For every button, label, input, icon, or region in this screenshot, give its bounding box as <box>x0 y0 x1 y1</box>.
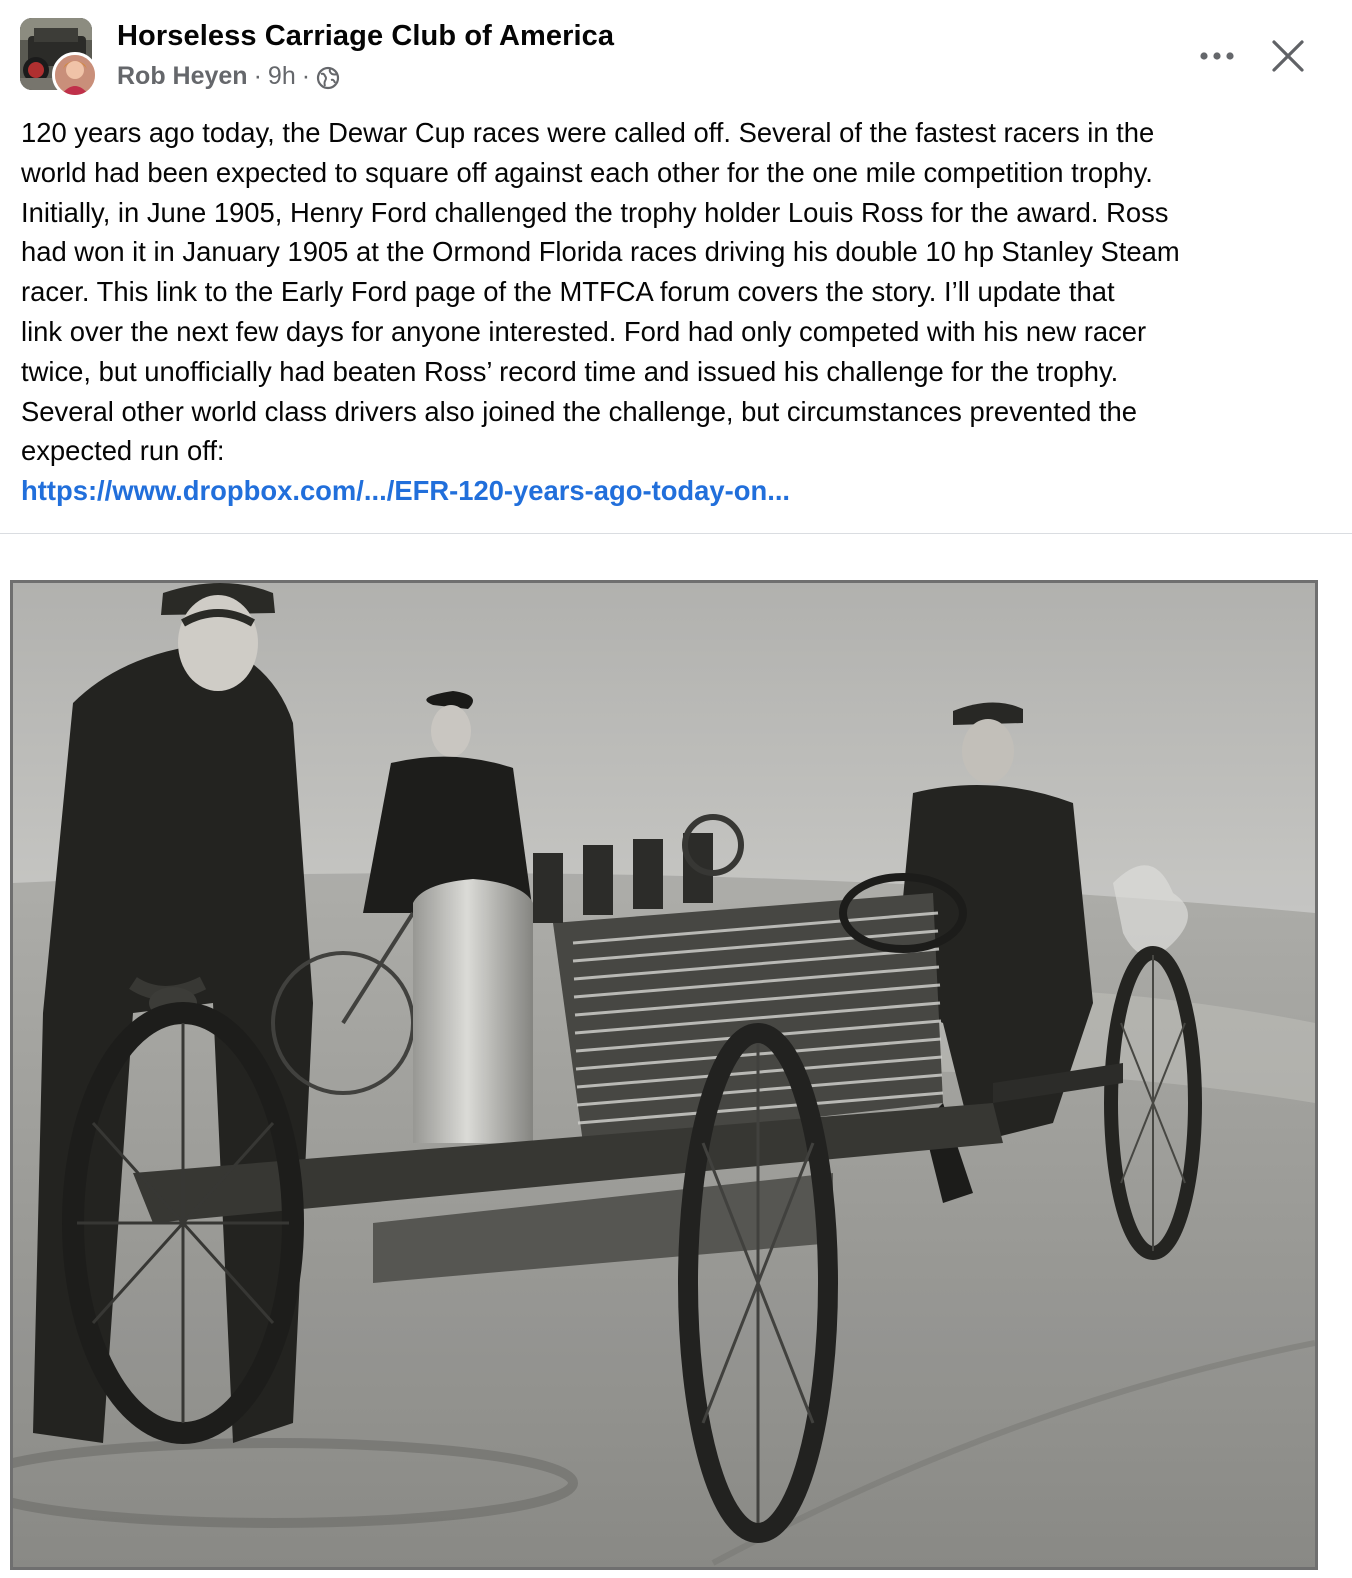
avatar[interactable] <box>52 52 98 98</box>
post-link[interactable]: https://www.dropbox.com/.../EFR-120-years-ago-today-on... <box>21 475 791 506</box>
meta-separator: · <box>301 62 311 90</box>
globe-icon[interactable] <box>316 66 340 90</box>
vintage-race-car-photo <box>13 583 1315 1567</box>
more-options-button[interactable] <box>1193 36 1241 76</box>
post-photo[interactable] <box>10 580 1318 1570</box>
user-avatar-image <box>55 55 95 95</box>
post-body-text <box>21 113 1336 471</box>
post-text-line: racer. This link to the Early Ford page of the MTFCA forum covers the story. I’ll update that <box>21 276 1115 308</box>
post-text-line: expected run off: <box>21 435 225 467</box>
close-icon <box>1271 39 1305 73</box>
post-text-line: twice, but unofficially had beaten Ross’ record time and issued his challenge for the trophy. <box>21 355 1119 387</box>
post-text-line: Initially, in June 1905, Henry Ford challenged the trophy holder Louis Ross for the award. Ross <box>21 196 1169 228</box>
avatar-group[interactable] <box>20 18 100 98</box>
close-button[interactable] <box>1262 30 1314 82</box>
meta-separator: · <box>253 62 262 90</box>
post-header <box>0 0 1352 108</box>
post-text-line: 120 years ago today, the Dewar Cup races were called off. Several of the fastest racers in the <box>21 117 1155 148</box>
post-text-line: world had been expected to square off against each other for the one mile competition trophy. <box>21 156 1153 188</box>
group-name[interactable]: Horseless Carriage Club of America <box>117 20 615 52</box>
post-text-line: had won it in January 1905 at the Ormond Florida races driving his double 10 hp Stanley Steam <box>21 236 1180 268</box>
post-text-line: link over the next few days for anyone interested. Ford had only competed with his new racer <box>21 315 1147 347</box>
author-name[interactable]: Rob Heyen <box>117 62 248 90</box>
post-text-line: Several other world class drivers also joined the challenge, but circumstances prevented the <box>21 395 1137 427</box>
post-meta <box>117 62 340 91</box>
divider <box>0 533 1352 534</box>
post-time[interactable]: 9h <box>267 62 296 90</box>
more-dots-icon <box>1199 51 1235 61</box>
